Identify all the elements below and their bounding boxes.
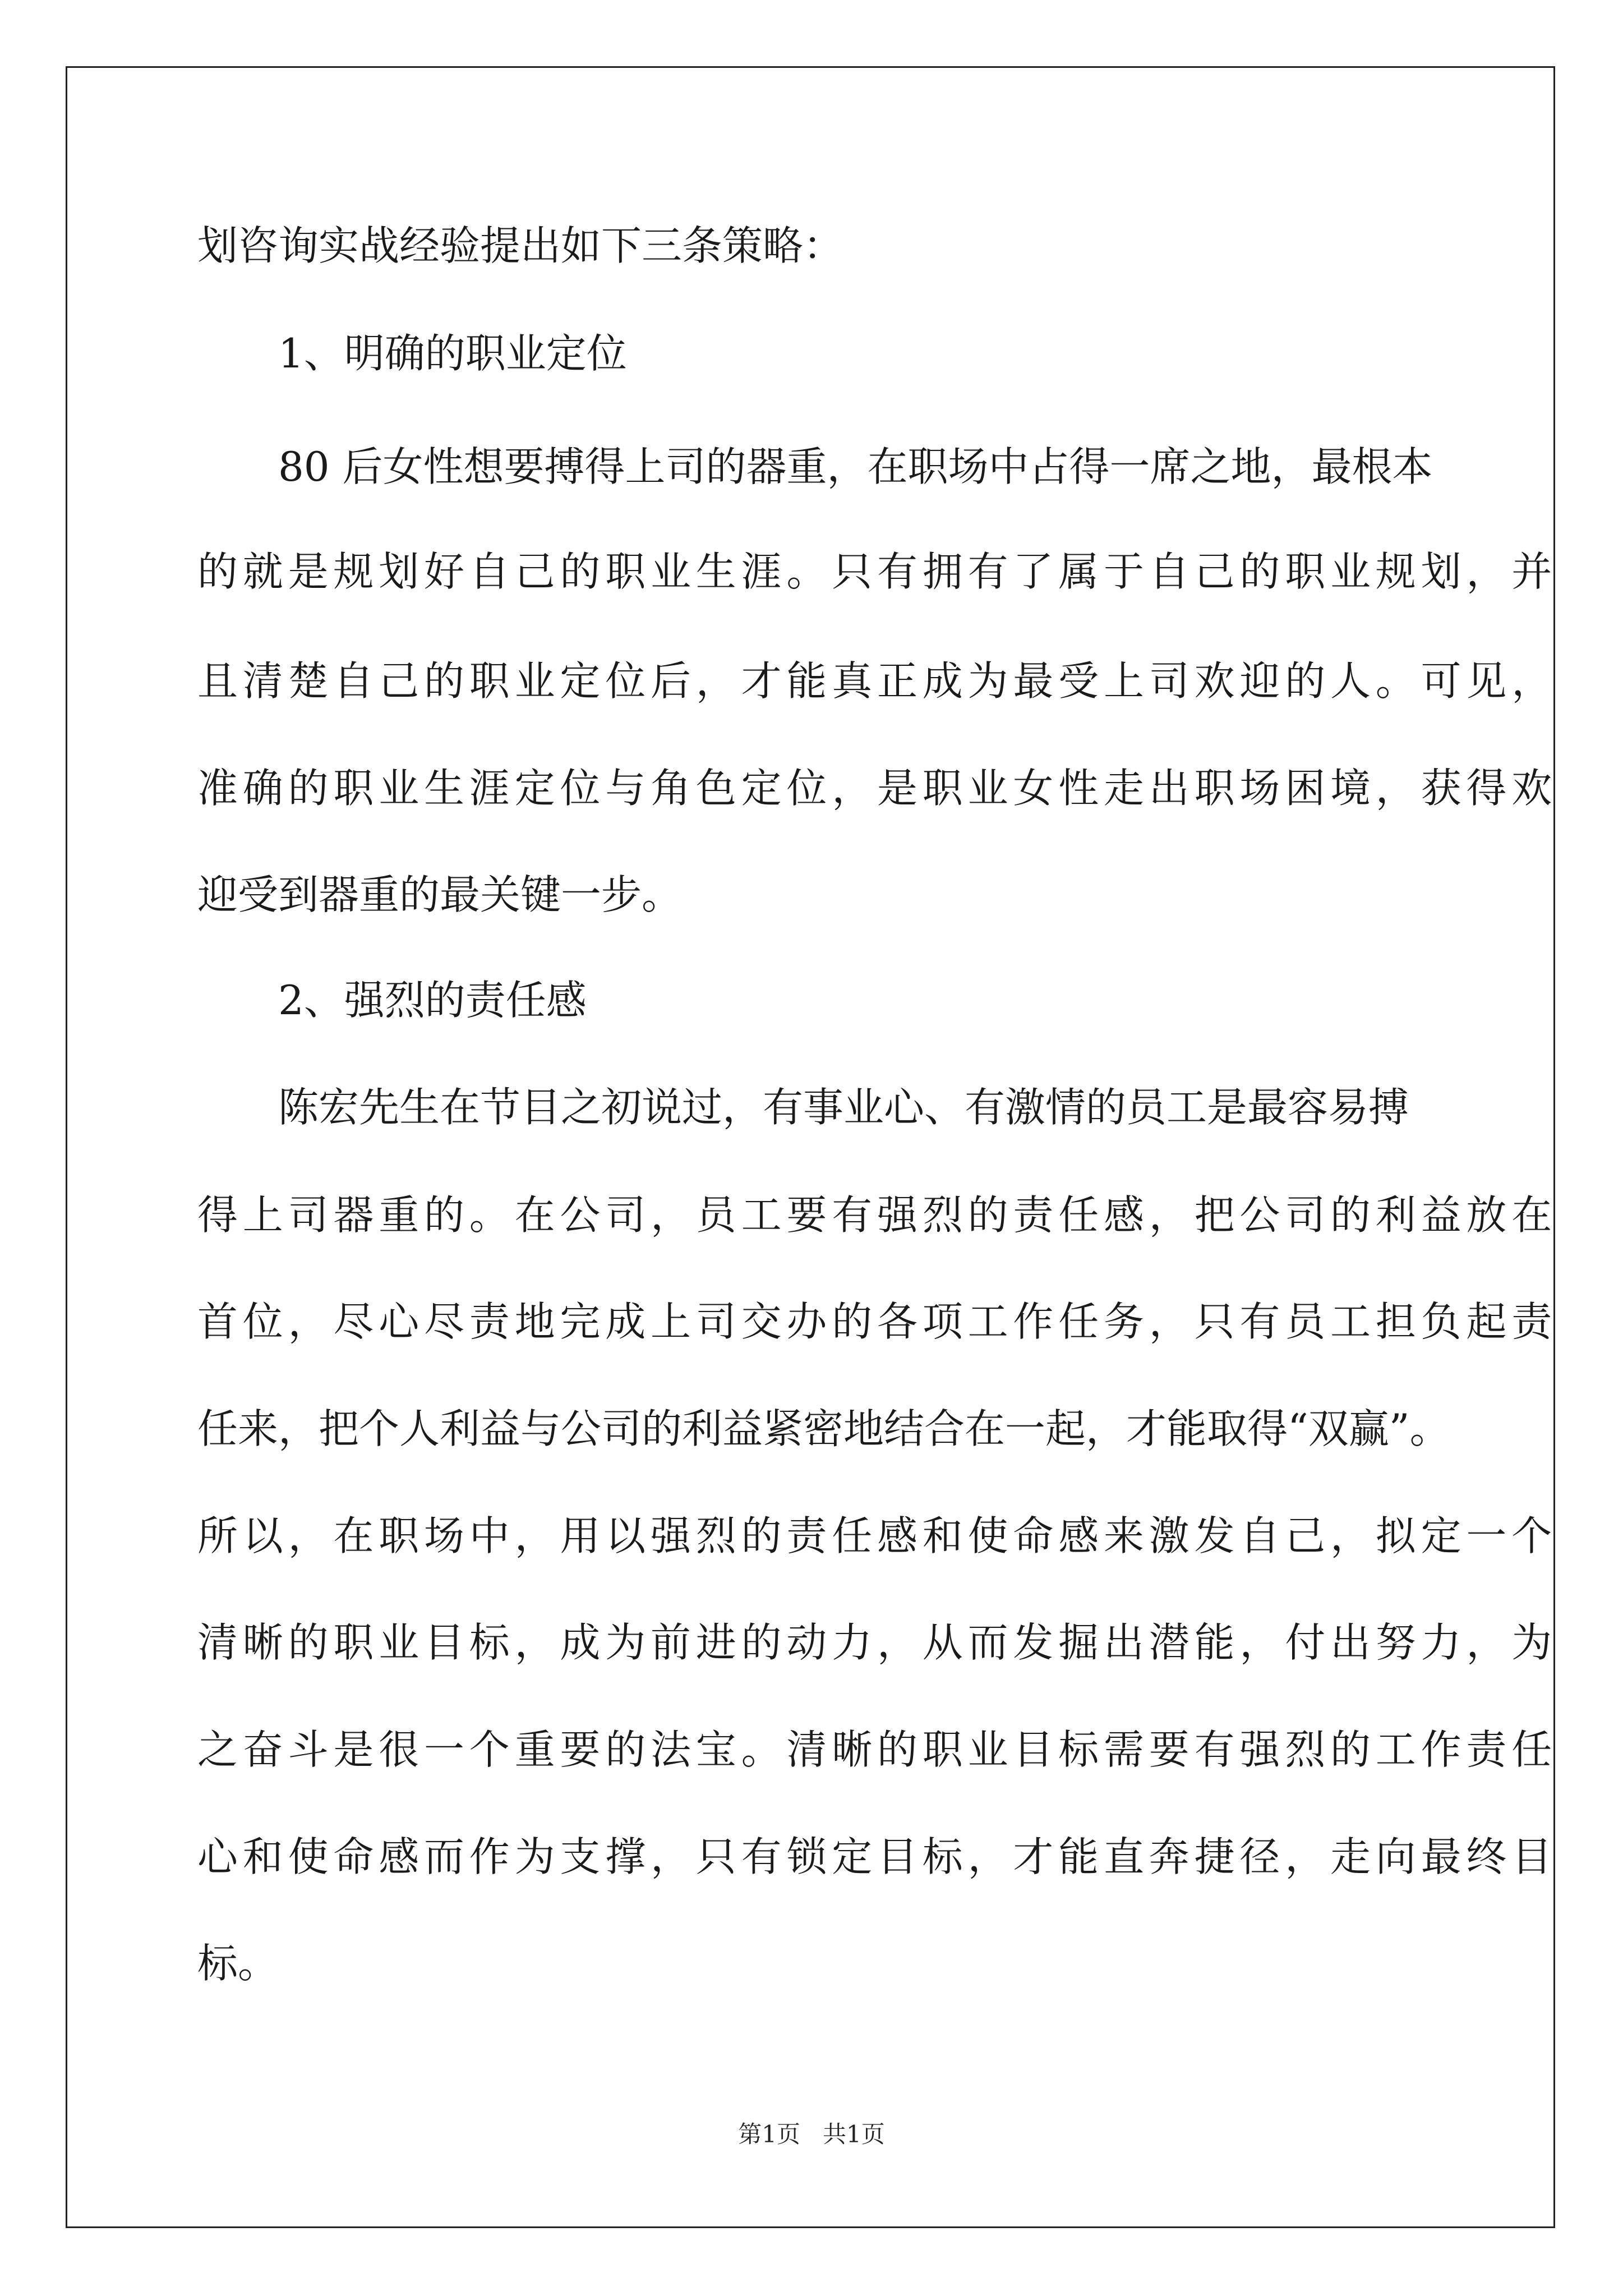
- text-line-3: 80 后女性想要搏得上司的器重，在职场中占得一席之地，最根本: [278, 443, 1433, 490]
- text-line-14: 清晰的职业目标，成为前进的动力，从而发掘出潜能，付出努力，为: [197, 1619, 1557, 1666]
- list-heading-2: 2、强烈的责任感: [278, 977, 587, 1024]
- page-number-footer: 第1页 共1页: [738, 2120, 885, 2148]
- text-line-5: 且清楚自己的职业定位后，才能真正成为最受上司欢迎的人。可见，: [197, 657, 1557, 705]
- text-line-7: 迎受到器重的最关键一步。: [197, 871, 683, 918]
- text-line-6: 准确的职业生涯定位与角色定位，是职业女性走出职场困境，获得欢: [197, 765, 1557, 812]
- text-line-9: 陈宏先生在节目之初说过，有事业心、有激情的员工是最容易搏: [278, 1084, 1409, 1131]
- text-line-10: 得上司器重的。在公司，员工要有强烈的责任感，把公司的利益放在: [197, 1191, 1557, 1239]
- text-line-4: 的就是规划好自己的职业生涯。只有拥有了属于自己的职业规划，并: [197, 548, 1557, 595]
- text-line-11: 首位，尽心尽责地完成上司交办的各项工作任务，只有员工担负起责: [197, 1298, 1557, 1345]
- text-line-1: 划咨询实战经验提出如下三条策略：: [197, 222, 844, 269]
- text-line-15: 之奋斗是很一个重要的法宝。清晰的职业目标需要有强烈的工作责任: [197, 1726, 1557, 1773]
- text-line-12: 任来，把个人利益与公司的利益紧密地结合在一起，才能取得“双赢”。: [197, 1405, 1450, 1452]
- list-heading-1: 1、明确的职业定位: [278, 330, 627, 377]
- text-line-17: 标。: [197, 1940, 279, 1987]
- text-line-13: 所以，在职场中，用以强烈的责任感和使命感来激发自己，拟定一个: [197, 1512, 1557, 1559]
- text-line-16: 心和使命感而作为支撑，只有锁定目标，才能直奔捷径，走向最终目: [197, 1833, 1557, 1880]
- page-border: [66, 66, 1555, 2228]
